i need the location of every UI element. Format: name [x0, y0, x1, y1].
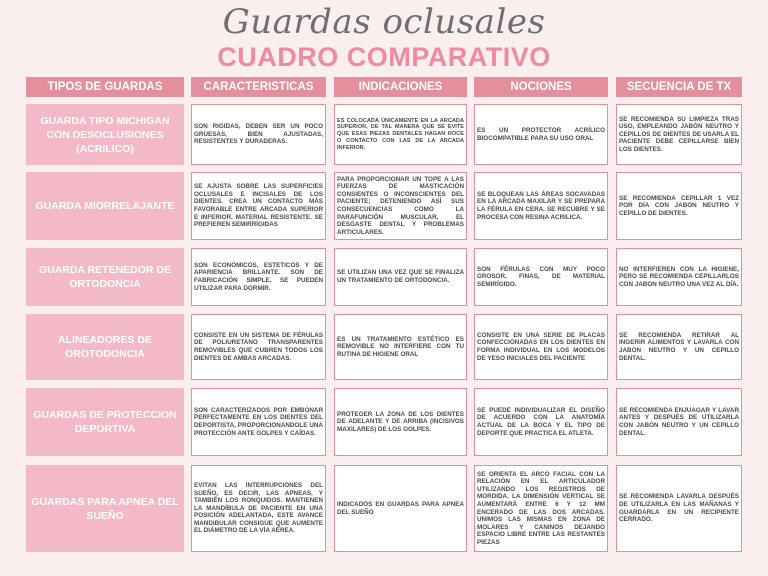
- cell-secuencia: [616, 104, 742, 165]
- cell-text: SE RECOMIENDA LAVARLA DESPUÉS DE UTILIZARLA EN LAS MAÑANAS Y GUARDARLA EN UN RECIPIENTE CERRADO.: [619, 493, 739, 524]
- cell-text: CONSISTE EN UNA SERIE DE PLACAS CONFECCIONADAS EN LOS DIENTES EN FORMA INDIVIDUAL EN LOS MODELOS DE YESO INICIALES DEL PACIENTE: [477, 331, 605, 362]
- header-nociones: NOCIONES: [474, 77, 608, 97]
- header-caracteristicas: CARACTERISTICAS: [191, 77, 326, 97]
- cell-nociones: [474, 465, 608, 552]
- cell-text: SON ECONÓMICOS, ESTETICOS Y DE APARIENCIA BRILLANTE. SON DE FABRICACIÓN SIMPLE. SE PUEDEN UTILIZAR PARA DORMIR.: [194, 261, 323, 292]
- row-label-miorrelajante: GUARDA MIORRELAJANTE: [26, 172, 184, 240]
- cell-secuencia: [616, 465, 742, 552]
- cell-secuencia: [616, 172, 742, 240]
- cell-indicaciones: [334, 388, 467, 456]
- cell-text: NO INTERFIEREN CON LA HIGIENE, PERO SE RECOMIENDA CEPILLARLOS CON JABON NEUTRO UNA VEZ AL DÍA.: [619, 265, 739, 288]
- cell-text: EVITAN LAS INTERRUPCIONES DEL SUEÑO, ES DECIR, LAS APNEAS, Y TAMBIÉN LOS RONQUIDOS. MANTIENEN LA MANDÍBULA DE PACIENTE EN UNA POSICIÓN ADELANTADA, ESTE AVANCE MANDIBULAR CONSIGUE QUE AUMENTE EL DIÁMETRO DE LA VÍA AÉREA.: [194, 481, 323, 535]
- cell-text: PROTEGER LA ZONA DE LOS DIENTES DE ADELANTE Y DE ARRIBA (INCISIVOS MAXILARES) DE LOS GOLPES.: [337, 410, 464, 433]
- row-label-alineadores: ALINEADORES DE OROTODONCIA: [26, 314, 184, 380]
- cell-caracteristicas: [191, 104, 326, 165]
- row-label-retenedor: GUARDA RETENEDOR DE ORTODONCIA: [26, 248, 184, 306]
- page-title-script: Guardas oclusales: [222, 2, 546, 42]
- cell-nociones: [474, 314, 608, 380]
- cell-text: ES UN PROTECTOR ACRÍLICO BIOCOMPATIBLE PARA SU USO ORAL: [477, 126, 605, 142]
- cell-text: SON FÉRULAS CON MUY POCO GROSOR, FINAS, DE MATERIAL SEMIRÍGIDO.: [477, 265, 605, 288]
- cell-text: SE UTILIZAN UNA VEZ QUE SE FINALIZA UN TRATAMIENTO DE ORTODONCIA.: [337, 269, 464, 284]
- row-label-apnea: GUARDAS PARA APNEA DEL SUEÑO: [26, 465, 184, 552]
- cell-text: ES COLOCADA ÚNICAMENTE EN LA ARCADA SUPERIOR, DE TAL MANERA QUE SE EVITE QUE ESAS PIEZAS DENTALES HAGAN ROCE O CONTACTO CON LAS DE LA ARCADA INFERIOR.: [337, 117, 464, 151]
- cell-text: PARA PROPORCIONAR UN TOPE A LAS FUERZAS DE MASTICACIÓN CONSIENTES O INCONSCIENTES DEL PACIENTE; DETENIENDO ASÍ SUS CONSECUENCIAS COMO LA PARAFUNCIÓN MUSCULAR, EL DESGASTE DENTAL Y PROBLEMAS ARTICULARES.: [337, 175, 464, 236]
- cell-nociones: [474, 248, 608, 306]
- page-title: CUADRO COMPARATIVO: [217, 42, 551, 72]
- cell-caracteristicas: [191, 465, 326, 552]
- cell-text: SE ORIENTA EL ARCO FACIAL CON LA RELACIÓN EN EL ARTICULADOR UTILIZANDO LOS REGISTROS DE MORDIDA. LA DIMENSIÓN VERTICAL SE AUMENTARÁ ENTRE 6 Y 12 MM ENCERADO DE LAS DOS ARCADAS. UNIMOS LAS MISMAS EN ZONA DE MOLARES Y CANINOS DEJANDO ESPACIO LIBRE ENTRE LAS RESTANTES PIEZAS: [477, 470, 605, 546]
- cell-nociones: [474, 104, 608, 165]
- cell-secuencia: [616, 314, 742, 380]
- cell-text: SE RECOMIENDA ENJUAGAR Y LAVAR ANTES Y DESPUÉS DE UTILIZARLA CON JABÓN NEUTRO Y UN CEPILLO DENTAL.: [619, 406, 739, 437]
- cell-nociones: [474, 388, 608, 456]
- cell-indicaciones: [334, 314, 467, 380]
- cell-nociones: [474, 172, 608, 240]
- cell-indicaciones: [334, 104, 467, 165]
- cell-indicaciones: [334, 248, 467, 306]
- cell-text: SE RECOMIENDA SU LIMPIEZA TRAS USO, EMPLEANDO JABÓN NEUTRO Y CEPILLOS DE DIENTES DE USARLA EL PACIENTE DEBE CEPILLARSE BIEN LOS DIENTES.: [619, 115, 739, 153]
- cell-text: SE RECOMIENDA CEPILLAR 1 VEZ POR DÍA CON JABON NEUTRO Y CEPILLO DE DIENTES.: [619, 194, 739, 217]
- cell-text: SE RECOMIENDA RETIRAR AL INGERIR ALIMENTOS Y LAVARLA CON JABON NEUTRO Y UN CEPILLO DENTAL.: [619, 331, 739, 362]
- cell-text: ES UN TRATAMIENTO ESTÉTICO ES REMOVIBLE NO INTERFIERE CON TU RUTINA DE HIGIENE ORAL: [337, 335, 464, 358]
- cell-indicaciones: [334, 172, 467, 240]
- cell-indicaciones: [334, 465, 467, 552]
- cell-caracteristicas: [191, 314, 326, 380]
- row-label-michigan: GUARDA TIPO MICHIGAN CON DESOCLUSIONES (ACRILICO): [26, 104, 184, 165]
- cell-text: SE BLOQUEAN LAS ÁREAS SOCAVADAS EN LA ARCADA MAXILAR Y SE PREPARA LA FÉRULA EN CERA. SE RECUBRE Y SE PROCESA CON RESINA ACRILICA.: [477, 190, 605, 221]
- header-tipos: TIPOS DE GUARDAS: [26, 77, 184, 97]
- cell-caracteristicas: [191, 248, 326, 306]
- cell-text: SE PUEDE INDIVIDUALIZAR EL DISEÑO DE ACUERDO CON LA ANATOMÍA ACTUAL DE LA BOCA Y EL TIPO DE DEPORTE QUE PRACTICA EL ATLETA.: [477, 406, 605, 437]
- cell-text: INDICADOS EN GUARDAS PARA APNEA DEL SUEÑO: [337, 500, 464, 516]
- header-secuencia: SECUENCIA DE TX: [616, 77, 742, 97]
- cell-text: SON CARACTERIZADOS POR EMBONAR PERFECTAMENTE EN LOS DIENTES DEL DEPORTISTA, PROPORCIONANDOLE UNA PROTECCIÓN ANTE GOLPES Y CAÍDAS.: [194, 406, 323, 437]
- cell-caracteristicas: [191, 172, 326, 240]
- cell-caracteristicas: [191, 388, 326, 456]
- cell-secuencia: [616, 248, 742, 306]
- row-label-deportiva: GUARDAS DE PROTECCION DEPORTIVA: [26, 388, 184, 456]
- cell-text: SE AJUSTA SOBRE LAS SUPERFICIES OCLUSALES E INCISALES DE LOS DIENTES. CREA UN CONTACTO MÁS FAVORABLE ENTRE ARCADA SUPERIOR E INFERIOR. MATERIAL RESISTENTE. SE PREFIEREN SEMIRRÍGIDAS: [194, 183, 323, 229]
- cell-text: SON RIGIDAS, DEBEN SER UN POCO GRUESAS, BIEN AJUSTADAS, RESISTENTES Y DURADERAS.: [194, 123, 323, 146]
- cell-secuencia: [616, 388, 742, 456]
- header-indicaciones: INDICACIONES: [334, 77, 467, 97]
- cell-text: CONSISTE EN UN SISTEMA DE FÉRULAS DE POLIURETANO TRANSPARENTES REMOVIBLES QUE CUBREN TODOS LOS DIENTES DE AMBAS ARCADAS.: [194, 331, 323, 362]
